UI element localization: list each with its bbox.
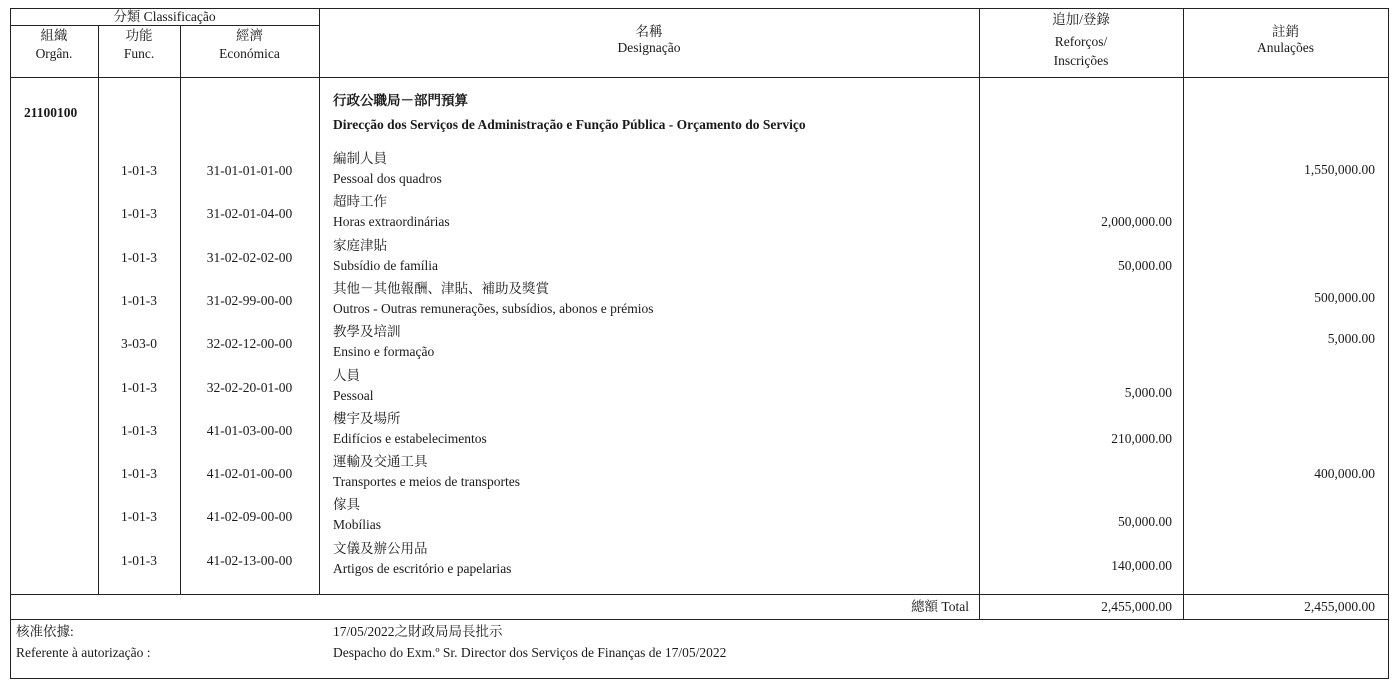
- row-func-code: 1-01-3: [121, 553, 157, 568]
- row-cancel-amount: 500,000.00: [1314, 290, 1375, 305]
- row-name-pt: Transportes e meios de transportes: [333, 474, 520, 489]
- row-econ-code: 41-02-13-00-00: [206, 553, 293, 568]
- row-name-zh: 傢具: [333, 497, 360, 512]
- row-econ-code: 41-01-03-00-00: [206, 423, 293, 438]
- authorization-label-zh: 核准依據:: [16, 624, 74, 639]
- row-func-code: 1-01-3: [121, 423, 157, 438]
- row-cancel-amount: 5,000.00: [1327, 331, 1375, 346]
- row-add-amount: 5,000.00: [1124, 385, 1172, 400]
- row-func-code: 1-01-3: [121, 293, 157, 308]
- row-func-code: 1-01-3: [121, 163, 157, 178]
- header-add-zh: 追加/登錄: [1052, 12, 1110, 27]
- column-line-name: [319, 8, 320, 594]
- row-func-code: 1-01-3: [121, 509, 157, 524]
- row-cancel-amount: 400,000.00: [1314, 466, 1375, 481]
- row-name-zh: 運輸及交通工具: [333, 454, 428, 469]
- row-name-zh: 其他－其他報酬、津貼、補助及獎賞: [333, 281, 549, 296]
- row-name-zh: 家庭津貼: [333, 238, 387, 253]
- header-econ-pt: Económica: [219, 46, 280, 61]
- header-cancel-pt: Anulações: [1257, 40, 1314, 55]
- total-label: 總額 Total: [911, 599, 969, 614]
- row-name-pt: Artigos de escritório e papelarias: [333, 561, 512, 576]
- row-name-pt: Subsídio de família: [333, 258, 438, 273]
- authorization-text-pt: Despacho do Exm.º Sr. Director dos Serviços de Finanças de 17/05/2022: [333, 645, 727, 660]
- row-name-zh: 人員: [333, 368, 360, 383]
- row-add-amount: 140,000.00: [1111, 558, 1172, 573]
- row-add-amount: 210,000.00: [1111, 431, 1172, 446]
- table-border-right: [1388, 8, 1389, 679]
- row-func-code: 1-01-3: [121, 466, 157, 481]
- header-func-zh: 功能: [125, 28, 153, 43]
- row-econ-code: 31-02-01-04-00: [206, 206, 293, 221]
- row-add-amount: 50,000.00: [1118, 514, 1172, 529]
- authorization-text-zh: 17/05/2022之財政局局長批示: [333, 624, 503, 639]
- row-econ-code: 31-01-01-01-00: [206, 163, 293, 178]
- department-name-pt: Direcção dos Serviços de Administração e Função Pública - Orçamento do Serviço: [333, 117, 806, 132]
- header-func-pt: Func.: [123, 46, 155, 61]
- row-func-code: 1-01-3: [121, 380, 157, 395]
- total-add: 2,455,000.00: [1101, 599, 1172, 614]
- row-econ-code: 32-02-20-01-00: [206, 380, 293, 395]
- authorization-label-pt: Referente à autorização :: [16, 645, 151, 660]
- total-bottom-line: [10, 619, 1389, 620]
- row-name-zh: 樓宇及場所: [333, 411, 401, 426]
- row-name-pt: Outros - Outras remunerações, subsídios, abonos e prémios: [333, 301, 654, 316]
- department-code: 21100100: [24, 105, 78, 120]
- header-add-pt2: Inscrições: [1053, 53, 1109, 68]
- row-name-pt: Horas extraordinárias: [333, 214, 450, 229]
- row-econ-code: 31-02-02-02-00: [206, 250, 293, 265]
- total-cancel: 2,455,000.00: [1304, 599, 1375, 614]
- row-name-pt: Ensino e formação: [333, 344, 435, 359]
- row-econ-code: 41-02-09-00-00: [206, 509, 293, 524]
- budget-document: [10, 8, 1389, 679]
- header-name-zh: 名稱: [635, 24, 663, 39]
- header-organ-zh: 組織: [40, 28, 68, 43]
- header-name-pt: Designação: [617, 40, 681, 55]
- header-organ-pt: Orgân.: [35, 46, 73, 61]
- column-line-cancel: [1183, 8, 1184, 619]
- header-classification: 分類 Classificação: [113, 9, 216, 24]
- header-cancel-zh: 註銷: [1272, 24, 1299, 39]
- row-name-pt: Edifícios e estabelecimentos: [333, 431, 487, 446]
- row-econ-code: 32-02-12-00-00: [206, 336, 293, 351]
- classification-divider: [10, 25, 319, 26]
- row-name-pt: Pessoal: [333, 388, 374, 403]
- row-name-zh: 文儀及辦公用品: [333, 541, 428, 556]
- row-name-zh: 編制人員: [333, 151, 387, 166]
- row-econ-code: 41-02-01-00-00: [206, 466, 293, 481]
- department-name-zh: 行政公職局－部門預算: [333, 93, 468, 108]
- row-name-pt: Mobílias: [333, 517, 382, 532]
- row-add-amount: 2,000,000.00: [1101, 214, 1172, 229]
- row-func-code: 3-03-0: [121, 336, 157, 351]
- header-econ-zh: 經濟: [236, 28, 263, 43]
- row-name-zh: 教學及培訓: [333, 324, 401, 339]
- row-func-code: 1-01-3: [121, 206, 157, 221]
- row-name-zh: 超時工作: [333, 194, 387, 209]
- header-add-pt1: Reforços/: [1054, 34, 1108, 49]
- table-border-left: [10, 8, 11, 679]
- table-border-bottom: [10, 678, 1389, 679]
- row-func-code: 1-01-3: [121, 250, 157, 265]
- row-name-pt: Pessoal dos quadros: [333, 171, 442, 186]
- row-add-amount: 50,000.00: [1118, 258, 1172, 273]
- row-cancel-amount: 1,550,000.00: [1304, 162, 1375, 177]
- row-econ-code: 31-02-99-00-00: [206, 293, 293, 308]
